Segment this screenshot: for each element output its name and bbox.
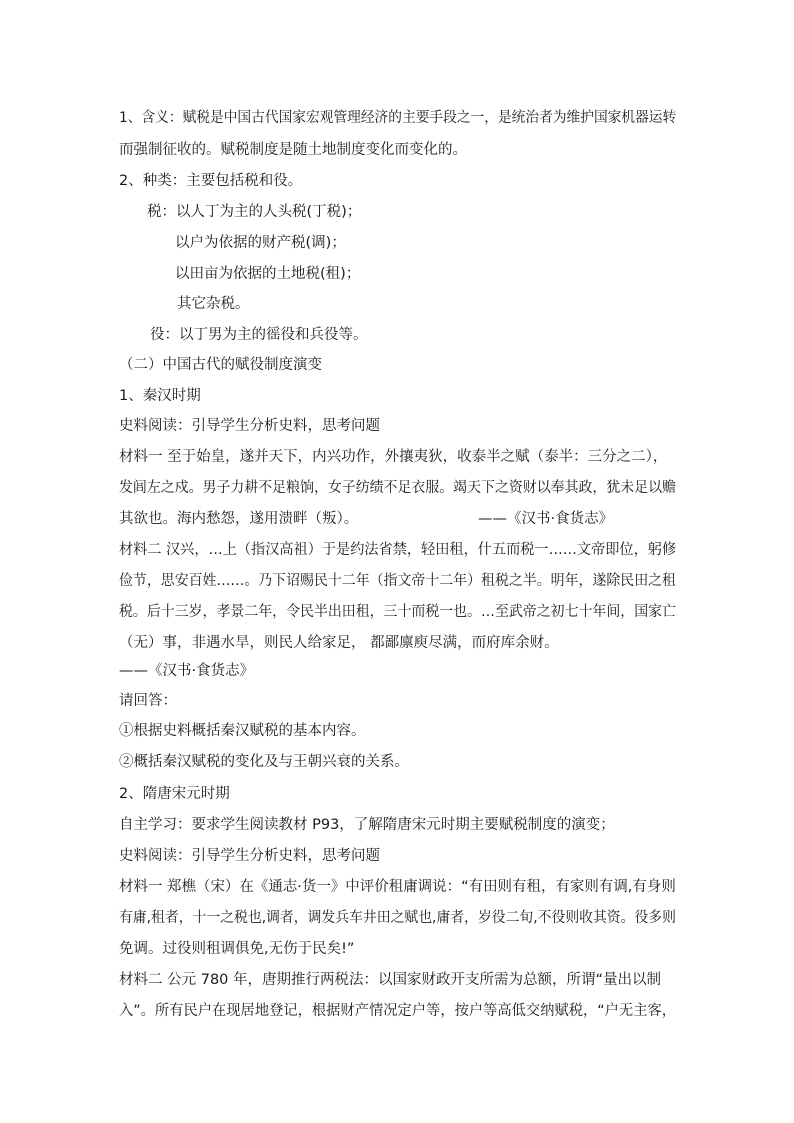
tax-item-3: 以田亩为依据的土地税(租)； [175, 266, 361, 282]
material-4-line-1: 材料二 公元 780 年，唐期推行两税法：以国家财政开支所需为总额，所谓“量出以制 [119, 972, 662, 988]
tax-item-2: 以户为依据的财产税(调)； [175, 235, 346, 251]
material-1-source: ——《汉书·食货志》 [478, 511, 614, 527]
material-2-line-1: 材料二 汉兴，…上（指汉高祖）于是约法省禁，轻田租，什五而税一……文帝即位，躬修 [119, 542, 677, 558]
material-4-line-2: 入”。所有民户在现居地登记，根据财产情况定户等，按户等高低交纳赋税，“户无主客， [119, 1003, 677, 1019]
material-2-line-4: （无）事，非遇水旱，则民人给家足， 都鄙廪庾尽满，而府库余财。 [119, 635, 559, 651]
material-1-line-2: 发闾左之戍。男子力耕不足粮饷，女子纺绩不足衣服。竭天下之资财以奉其政，犹未足以赡 [119, 480, 676, 496]
corvee-line: 役：以丁男为主的徭役和兵役等。 [150, 327, 368, 343]
material-2-line-2: 俭节，思安百姓……。乃下诏赐民十二年（指文帝十二年）租税之半。明年，遂除民田之租 [119, 573, 676, 589]
self-study: 自主学习：要求学生阅读教材 P93，了解隋唐宋元时期主要赋税制度的演变； [119, 817, 615, 833]
reading-intro-2: 史料阅读：引导学生分析史料，思考问题 [119, 848, 380, 864]
question-1: ①根据史料概括秦汉赋税的基本内容。 [119, 723, 366, 739]
definition-line-1: 1、含义：赋税是中国古代国家宏观管理经济的主要手段之一，是统治者为维护国家机器运转 [119, 110, 677, 126]
question-2: ②概括秦汉赋税的变化及与王朝兴衰的关系。 [119, 754, 409, 770]
answer-prompt: 请回答： [119, 693, 177, 709]
material-3-line-3: 免调。过役则租调俱免,无伤于民矣!” [119, 941, 355, 957]
suitang-title: 2、隋唐宋元时期 [119, 786, 230, 802]
material-2-source: ——《汉书·食货志》 [119, 663, 255, 679]
qinhan-title: 1、秦汉时期 [119, 388, 201, 404]
tax-item-4: 其它杂税。 [177, 296, 250, 312]
material-3-line-1: 材料一 郑樵（宋）在《通志·货一》中评价租庸调说：“有田则有租，有家则有调,有身则 [119, 879, 676, 895]
material-3-line-2: 有庸,租者，十一之税也,调者，调发兵车井田之赋也,庸者，岁役二旬,不役则收其资。役多则 [119, 910, 676, 926]
reading-intro: 史料阅读：引导学生分析史料，思考问题 [119, 418, 380, 434]
definition-line-2: 而强制征收的。赋税制度是随土地制度变化而变化的。 [119, 142, 467, 158]
material-1-line-3: 其欲也。海内愁怨，遂用溃畔（叛）。 [119, 511, 359, 527]
kinds-title: 2、种类：主要包括税和役。 [119, 173, 303, 189]
section-heading: （二）中国古代的赋役制度演变 [119, 357, 322, 373]
material-2-line-3: 税。后十三岁，孝景二年，令民半出田租，三十而税一也。…至武帝之初七十年间，国家亡 [119, 604, 676, 620]
tax-item-1: 税：以人丁为主的人头税(丁税)； [147, 204, 362, 220]
material-1-line-1: 材料一 至于始皇，遂并天下，内兴功作，外攘夷狄，收泰半之赋（泰半：三分之二）， [119, 449, 668, 465]
